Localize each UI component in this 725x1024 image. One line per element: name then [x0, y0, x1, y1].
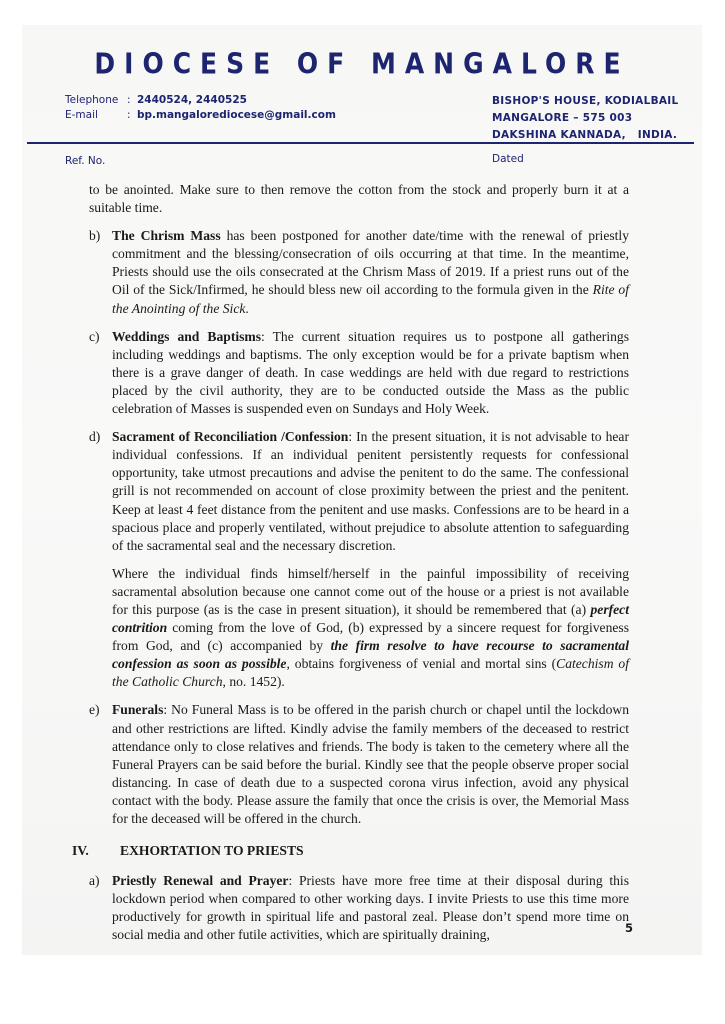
list-marker: d)	[89, 429, 101, 445]
list-item-chrism-mass	[89, 227, 629, 317]
address-line: DAKSHINA KANNADA, INDIA.	[492, 129, 678, 141]
item-title: Sacrament of Reconciliation /Confession	[112, 429, 349, 445]
address-line: MANGALORE – 575 003	[492, 112, 633, 124]
item-body: has been postponed for another date/time with the renewal of priestly commitment and the blessing/consecration of oils occurring at that time. In the meantime, Priests should use the oils consecrated at the Chrism Mass of 2019. If a priest runs out of the Oil of the Sick/Infirmed, he should bless new oil according to the formula given in the	[112, 228, 629, 298]
telephone-separator: :	[127, 94, 131, 106]
para-text: coming from the love of God, (b) expressed by a sincere request for forgiveness from God, and (c) accompanied by	[112, 620, 629, 654]
list-marker: e)	[89, 702, 100, 718]
item-italic: Rite of the Anointing of the Sick	[112, 282, 629, 316]
continuation-paragraph: to be anointed. Make sure to then remove the cotton from the stock and properly burn it at a suitable time.	[89, 182, 629, 216]
email-row	[65, 108, 336, 123]
emphasis-perfect-contrition: perfect contrition	[112, 601, 629, 636]
item-title: The Chrism Mass	[112, 228, 221, 244]
section-heading	[72, 842, 629, 860]
item-title: Priestly Renewal and Prayer	[112, 873, 289, 889]
list-item-text	[112, 701, 629, 828]
emphasis-firm-resolve: the firm resolve to have recourse to sacramental confession as soon as possible	[112, 638, 629, 672]
address-line: BISHOP'S HOUSE, KODIALBAIL	[492, 95, 679, 107]
letter-body	[72, 181, 630, 945]
section-number: IV.	[72, 843, 89, 859]
list-item-reconciliation	[89, 428, 629, 555]
email-label: E-mail	[65, 109, 98, 121]
letterhead-contact	[65, 93, 336, 123]
letterhead-divider	[27, 142, 694, 144]
item-body: : Priests have more free time at their disposal during this lockdown period when compared to other working days. I invite Priests to use this time more productively for growth in spiritual life and pastoral zeal. Please don’t spend more time on social media and other futile activities, which are spiritually draining,	[112, 873, 630, 943]
item-body: : In the present situation, it is not advisable to hear individual confessions. If an individual penitent persistently requests for confessional opportunity, take utmost precautions and advise the penitent to do the same. The confessional grill is not recommended on account of close proximity between the priest and the penitent. Keep at least 4 feet distance from the penitent and use masks. Confessions are to be heard in a spacious place and properly ventilated, without prejudice to absolute attention to safeguarding of the sacramental seal and the necessary discretion.	[112, 429, 629, 553]
letterhead-title: DIOCESE OF MANGALORE	[94, 46, 630, 81]
email-value: bp.mangalorediocese@gmail.com	[137, 109, 336, 121]
section-title: EXHORTATION TO PRIESTS	[120, 843, 304, 859]
dated-label: Dated	[492, 153, 524, 165]
item-end: .	[245, 300, 249, 316]
telephone-value: 2440524, 2440525	[137, 94, 247, 106]
list-item-text	[112, 328, 629, 418]
para-text: , no. 1452).	[222, 674, 285, 690]
confession-paragraph	[112, 565, 629, 692]
letterhead-address	[492, 93, 679, 144]
list-item-weddings	[89, 328, 629, 418]
ref-no-label: Ref. No.	[65, 155, 106, 167]
item-body: : The current situation requires us to postpone all gatherings including weddings and baptisms. The only exception would be for a private baptism when there is a grave danger of death. In case weddings are held with due regard to restrictions placed by the civil authority, they are to be conducted outside the Mass as the public celebration of Masses is suspended even on Sundays and Holy Week.	[112, 328, 629, 417]
list-item-funerals	[89, 701, 629, 828]
list-marker: a)	[89, 873, 100, 889]
item-body: : No Funeral Mass is to be offered in the parish church or chapel until the lockdown and other restrictions are lifted. Kindly advise the family members of the deceased to restrict attendance only to close relatives and friends. The body is taken to the cemetery where all the Funeral Prayers can be said before the burial. Kindly see that the people observe proper social distancing. In case of death due to a suspected corona virus infection, avoid any physical contact with the body. Please assure the family that once the crisis is over, the Memorial Mass for the deceased will be offered in the church.	[112, 702, 629, 826]
item-title: Funerals	[112, 702, 164, 718]
item-title: Weddings and Baptisms	[112, 328, 262, 344]
email-separator: :	[127, 109, 131, 121]
scanned-page	[22, 25, 702, 955]
telephone-label: Telephone	[65, 94, 119, 106]
list-marker: b)	[89, 228, 101, 244]
page-number: 5	[625, 921, 634, 935]
list-item-text	[112, 428, 629, 555]
citation-catechism: Catechism of the Catholic Church	[112, 656, 629, 690]
list-item-priestly-renewal	[89, 872, 629, 944]
list-item-text	[112, 872, 629, 944]
para-text: Where the individual finds himself/herself in the painful impossibility of receiving sacramental absolution because one cannot come out of the house or a priest is not available for this purpose (as is the case in present situation), it should be remembered that (a)	[112, 565, 629, 617]
list-item-text	[112, 227, 629, 317]
telephone-row	[65, 93, 336, 108]
list-marker: c)	[89, 328, 100, 344]
para-text: , obtains forgiveness of venial and mortal sins (	[286, 656, 557, 672]
